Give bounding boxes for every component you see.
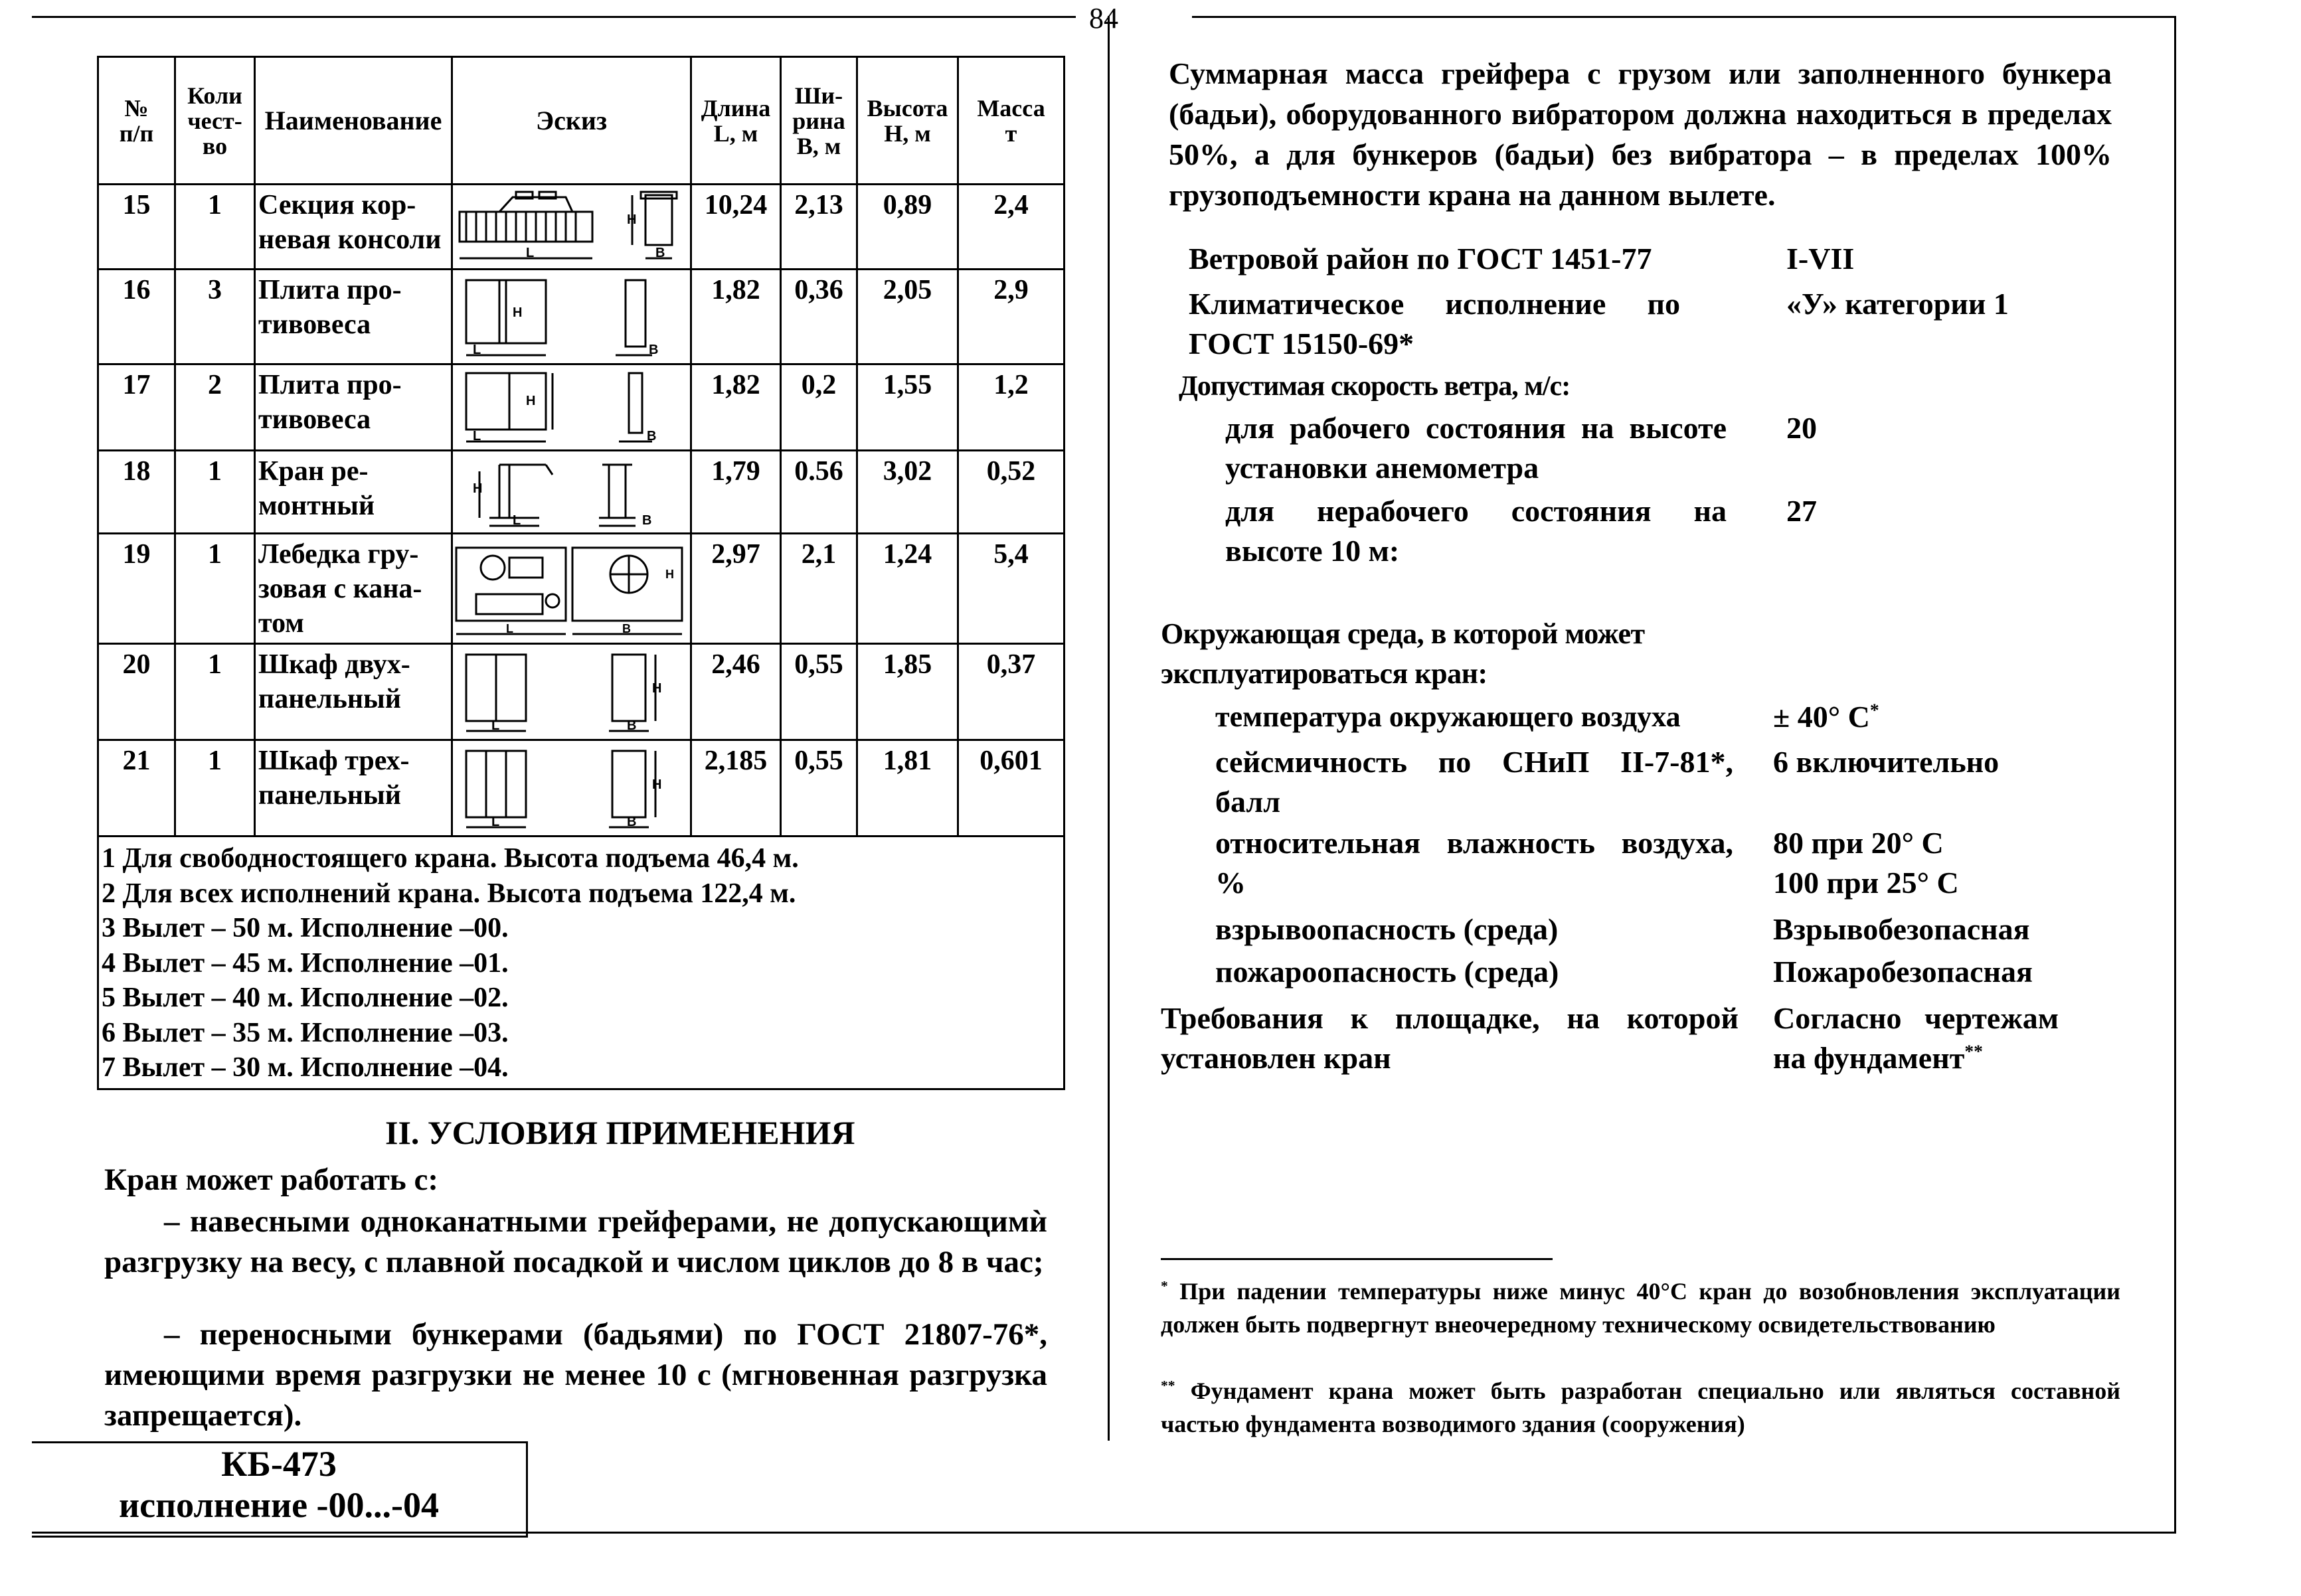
row-qty: 1 [175,644,255,740]
wind-region-label: Ветровой район по ГОСТ 1451-77 [1189,242,1652,276]
row-num: 18 [98,451,175,534]
row-width: 0,55 [781,740,857,837]
note-line: 7 Вылет – 30 м. Исполнение –04. [102,1052,509,1083]
sketch-label-h: H [473,481,483,496]
table-row [98,534,1065,644]
table-row [98,185,1065,270]
sketch-label-h: H [665,568,674,581]
row-name: Шкаф трех- панельный [255,740,452,837]
sketch-label-b: B [655,246,665,260]
wind-speed-label: Допустимая скорость ветра, м/с: [1179,371,1571,402]
row-qty: 1 [175,451,255,534]
seismic-label: сейсмичность по СНиП II-7-81*, балл [1215,745,1733,819]
row-height: 0,89 [857,185,958,270]
sketch-label-l: L [506,622,513,635]
note-line: 3 Вылет – 50 м. Исполнение –00. [102,913,509,943]
site-label: Требования к площадке, на которой установлен кран [1161,1001,1739,1075]
row-length: 1,82 [691,270,781,364]
table-row [98,740,1065,837]
nonworking-state-value: 27 [1786,494,1817,528]
explosion-label: взрывоопасность (среда) [1215,912,1559,946]
table-header-row [98,57,1065,185]
header-width: Ши- рина В, м [781,57,857,185]
row-mass: 5,4 [958,534,1065,644]
wind-region-value: I-VII [1786,242,1855,276]
table-row [98,644,1065,740]
model-box [32,1441,528,1538]
row-mass: 0,37 [958,644,1065,740]
sketch-three-panel-cabinet [452,740,691,837]
row-height: 3,02 [857,451,958,534]
footnote-foundation: ** Фундамент крана может быть разработан специально или являться составной частью фундамента возводимого здания (сооружения) [1161,1378,2120,1437]
temperature-label: температура окружающего воздуха [1215,700,1681,733]
row-num: 16 [98,270,175,364]
row-qty: 1 [175,185,255,270]
row-name: Кран ре- монтный [255,451,452,534]
row-length: 1,79 [691,451,781,534]
note-line: 1 Для свободностоящего крана. Высота подъема 46,4 м. [102,843,799,874]
sketch-label-b: B [649,343,659,357]
row-name: Плита про- тивовеса [255,270,452,364]
working-state-label: для рабочего состояния на высоте установки анемометра [1225,411,1727,485]
row-height: 2,05 [857,270,958,364]
sketch-counterweight-plate-thin [452,364,691,451]
row-width: 2,1 [781,534,857,644]
sketch-label-h: H [526,394,536,408]
row-height: 1,81 [857,740,958,837]
header-mass: Масса т [958,57,1065,185]
mass-paragraph: Суммарная масса грейфера с грузом или заполненного бункера (бадьи), оборудованного вибратором должна находиться в пределах 50%, а для бункеров (бадьи) без вибратора – в пределах 100% грузоподъемности крана на данном вылете. [1169,56,2112,212]
row-mass: 1,2 [958,364,1065,451]
row-height: 1,85 [857,644,958,740]
header-num: № п/п [98,57,175,185]
note-line: 6 Вылет – 35 м. Исполнение –03. [102,1017,509,1048]
site-value-line1: Согласно чертежам [1773,1001,2059,1035]
row-name: Секция кор- невая консоли [255,185,452,270]
model-variant: исполнение -00...-04 [118,1485,440,1525]
footnote-separator [1161,1258,1553,1260]
row-length: 2,46 [691,644,781,740]
humidity-value-25: 100 при 25° С [1773,866,1959,900]
temperature-value: ± 40° С* [1773,699,1879,734]
sketch-label-b: B [627,815,637,829]
table-row [98,364,1065,451]
sketch-label-l: L [513,513,521,528]
row-name: Лебедка гру- зовая с кана- том [255,534,452,644]
row-num: 19 [98,534,175,644]
sketch-two-panel-cabinet [452,644,691,740]
explosion-value: Взрывобезопасная [1773,912,2030,946]
table-row [98,270,1065,364]
sketch-label-b: B [642,513,652,528]
row-num: 21 [98,740,175,837]
header-qty: Коли чест- во [175,57,255,185]
sketch-label-b: B [627,718,637,733]
table-row [98,451,1065,534]
seismic-value: 6 включительно [1773,745,2000,779]
sketch-console-section [452,185,691,270]
condition-item-bunkers: – переносными бункерами (бадьями) по ГОСТ 21807-76*, имеющими время разгрузки не менее 10 с (мгновенная разгрузка запрещается). [104,1317,1047,1433]
row-qty: 3 [175,270,255,364]
top-rule-right [1192,16,2176,18]
condition-item-grabs: – навесными одноканатными грейферами, не допускающимѝ разгрузку на весу, с плавной посадкой и числом циклов до 8 в час; [104,1204,1047,1279]
top-rule-left [32,16,1076,18]
row-qty: 2 [175,364,255,451]
sketch-label-l: L [473,429,481,443]
row-width: 0,36 [781,270,857,364]
note-line: 2 Для всех исполнений крана. Высота подъема 122,4 м. [102,878,796,909]
climate-value: «У» категории 1 [1786,287,2009,321]
page-frame-right [2174,16,2176,1534]
sketch-label-h: H [652,681,662,696]
section-intro: Кран может работать с: [104,1162,438,1197]
row-mass: 0,52 [958,451,1065,534]
sketch-label-l: L [526,246,535,260]
row-qty: 1 [175,740,255,837]
note-line: 4 Вылет – 45 м. Исполнение –01. [102,947,509,979]
climate-label: Климатическое исполнение по ГОСТ 15150-69* [1189,287,1680,360]
header-name: Наименование [255,57,452,185]
environment-label: Окружающая среда, в которой может эксплуатироваться кран: [1161,617,1645,690]
row-length: 2,185 [691,740,781,837]
nonworking-state-label: для нерабочего состояния на высоте 10 м: [1225,494,1727,568]
section-title: II. УСЛОВИЯ ПРИМЕНЕНИЯ [385,1114,855,1151]
table-notes [98,837,1065,1089]
header-sketch: Эскиз [452,57,691,185]
footnote-temperature: * При падении температуры ниже минус 40°С кран до возобновления эксплуатации должен быть подвергнут внеочередному техническому освидетельствованию [1161,1278,2121,1338]
row-qty: 1 [175,534,255,644]
sketch-label-l: L [491,815,500,829]
model-name: КБ-473 [221,1444,337,1484]
row-length: 10,24 [691,185,781,270]
row-num: 15 [98,185,175,270]
working-state-value: 20 [1786,411,1817,445]
humidity-label: относительная влажность воздуха, % [1215,826,1733,900]
row-width: 2,13 [781,185,857,270]
row-name: Шкаф двух- панельный [255,644,452,740]
row-width: 0,55 [781,644,857,740]
header-length: Длина L, м [691,57,781,185]
row-num: 20 [98,644,175,740]
row-length: 2,97 [691,534,781,644]
spec-table [97,56,1065,1090]
site-value-line2: на фундамент** [1773,1040,1983,1075]
fire-value: Пожаробезопасная [1773,955,2033,989]
row-num: 17 [98,364,175,451]
column-divider [1108,16,1110,1441]
header-height: Высота Н, м [857,57,958,185]
humidity-value-20: 80 при 20° С [1773,826,1944,860]
page-number: 84 [1089,2,1118,35]
row-length: 1,82 [691,364,781,451]
sketch-label-h: H [627,212,637,227]
note-line: 5 Вылет – 40 м. Исполнение –02. [102,983,509,1013]
sketch-counterweight-plate [452,270,691,364]
row-mass: 2,4 [958,185,1065,270]
row-name: Плита про- тивовеса [255,364,452,451]
row-mass: 2,9 [958,270,1065,364]
sketch-label-b: B [622,622,631,635]
sketch-repair-crane [452,451,691,534]
fire-label: пожароопасность (среда) [1215,955,1559,989]
sketch-label-h: H [513,305,523,320]
sketch-label-l: L [473,343,481,357]
row-height: 1,55 [857,364,958,451]
row-width: 0,2 [781,364,857,451]
row-mass: 0,601 [958,740,1065,837]
sketch-cargo-winch [452,534,691,644]
sketch-label-l: L [491,718,500,733]
row-height: 1,24 [857,534,958,644]
sketch-label-h: H [652,777,662,792]
table-notes-row [98,837,1065,1089]
sketch-label-b: B [647,429,657,443]
row-width: 0.56 [781,451,857,534]
